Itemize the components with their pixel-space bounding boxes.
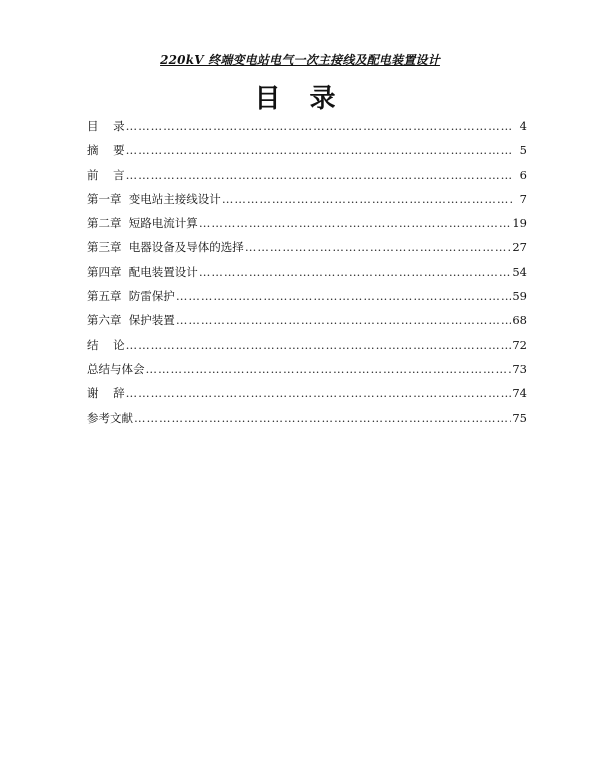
document-header-title: 220kV 终端变电站电气一次主接线及配电装置设计 bbox=[160, 53, 440, 67]
toc-entry-page: 68 bbox=[512, 313, 527, 328]
toc-entry[interactable] bbox=[87, 215, 527, 239]
toc-entry-page: 73 bbox=[512, 361, 527, 376]
toc-entry-page: 54 bbox=[512, 264, 527, 279]
toc-entry[interactable] bbox=[87, 167, 527, 191]
toc-entry[interactable] bbox=[87, 191, 527, 215]
toc-entry-page: 59 bbox=[512, 289, 527, 304]
toc-leader-dots bbox=[126, 337, 512, 353]
toc-entry-page: 19 bbox=[512, 216, 527, 231]
toc-leader-dots bbox=[126, 142, 514, 158]
toc-entry[interactable] bbox=[87, 312, 527, 336]
toc-entry-label: 第二章 短路电流计算 bbox=[87, 216, 198, 231]
toc-entry-page: 5 bbox=[519, 143, 527, 158]
toc-entry[interactable] bbox=[87, 410, 527, 434]
toc-entry-page: 74 bbox=[512, 386, 527, 401]
toc-entry-page: 75 bbox=[512, 410, 527, 425]
toc-entry-label: 前 言 bbox=[87, 167, 125, 182]
toc-entry-label: 谢 辞 bbox=[87, 386, 125, 401]
toc-entry[interactable] bbox=[87, 337, 527, 361]
toc-leader-dots bbox=[199, 264, 512, 280]
toc-leader-dots bbox=[134, 410, 511, 426]
toc-leader-dots bbox=[176, 312, 512, 328]
toc-entry-label: 目 录 bbox=[87, 119, 125, 133]
toc-entry-label: 参考文献 bbox=[87, 410, 133, 425]
toc-leader-dots bbox=[146, 361, 512, 377]
toc-entry[interactable] bbox=[87, 239, 527, 263]
toc-heading: 目 录 bbox=[254, 84, 346, 114]
toc-entry[interactable] bbox=[87, 288, 527, 312]
toc-entry-page: 4 bbox=[519, 119, 527, 133]
toc-entry-label: 第三章 电器设备及导体的选择 bbox=[87, 240, 244, 255]
toc-entry-label: 结 论 bbox=[87, 337, 125, 352]
toc-leader-dots bbox=[245, 239, 512, 255]
toc-entry-label: 总结与体会 bbox=[87, 361, 145, 376]
toc-leader-dots bbox=[199, 215, 512, 231]
toc-entry[interactable] bbox=[87, 361, 527, 385]
toc-leader-dots bbox=[126, 118, 514, 134]
table-of-contents bbox=[87, 118, 527, 434]
toc-entry[interactable] bbox=[87, 264, 527, 288]
toc-entry[interactable] bbox=[87, 142, 527, 166]
toc-entry-label: 摘 要 bbox=[87, 143, 125, 158]
toc-leader-dots bbox=[222, 191, 514, 207]
toc-entry[interactable] bbox=[87, 118, 527, 142]
toc-leader-dots bbox=[176, 288, 512, 304]
toc-leader-dots bbox=[126, 167, 514, 183]
toc-entry-label: 第六章 保护装置 bbox=[87, 313, 175, 328]
toc-entry-page: 6 bbox=[519, 167, 527, 182]
toc-entry[interactable] bbox=[87, 385, 527, 409]
toc-entry-label: 第一章 变电站主接线设计 bbox=[87, 191, 221, 206]
toc-leader-dots bbox=[126, 385, 512, 401]
toc-entry-page: 72 bbox=[512, 337, 527, 352]
toc-entry-page: 7 bbox=[519, 191, 527, 206]
toc-entry-label: 第五章 防雷保护 bbox=[87, 289, 175, 304]
toc-entry-label: 第四章 配电装置设计 bbox=[87, 264, 198, 279]
toc-entry-page: 27 bbox=[512, 240, 527, 255]
